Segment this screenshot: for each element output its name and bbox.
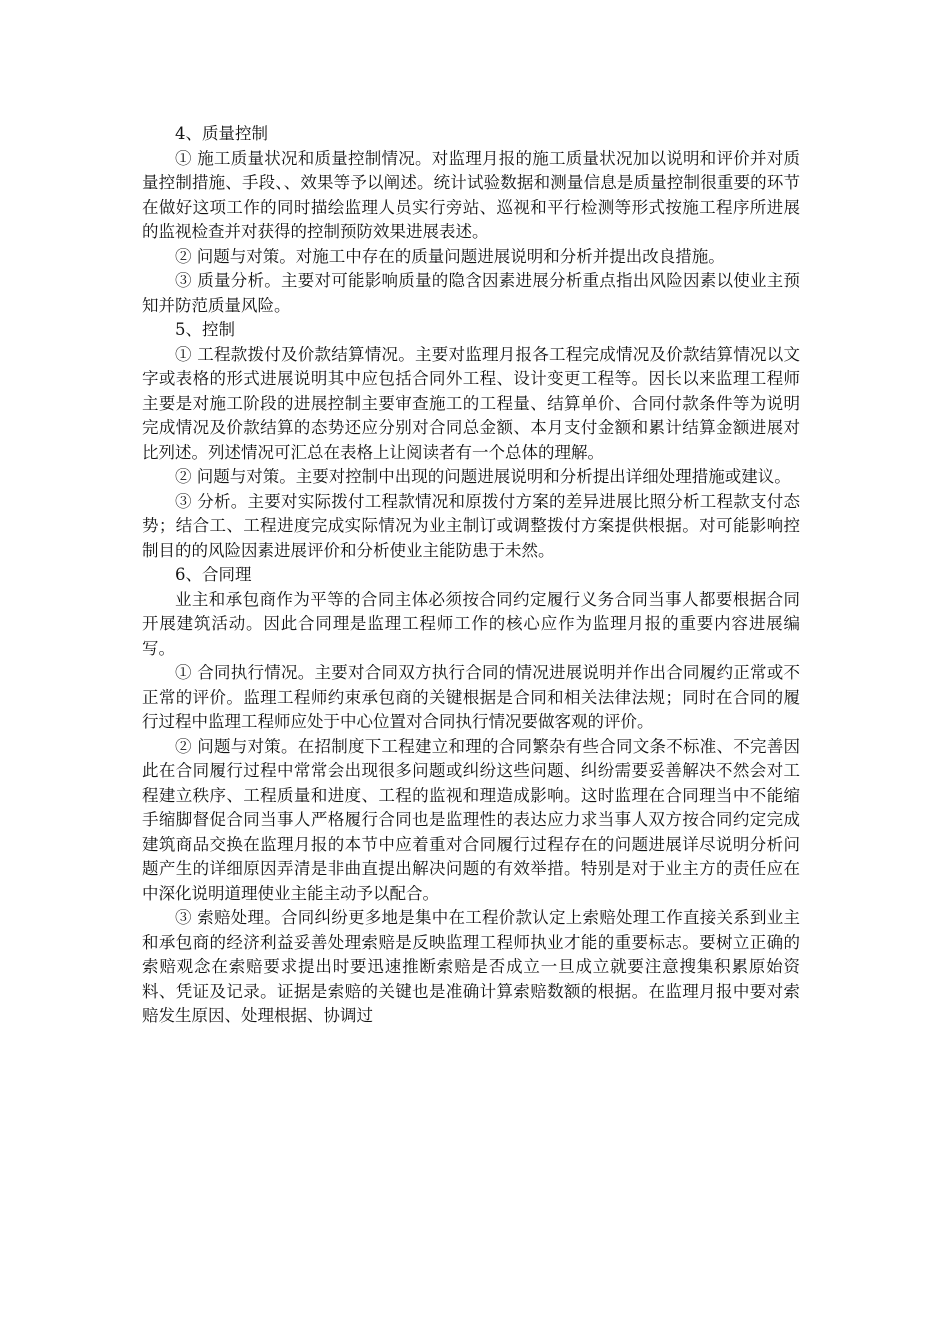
- paragraph-claims: ③ 索赔处理。合同纠纷更多地是集中在工程价款认定上索赔处理工作直接关系到业主和承包商的经济利益妥善处理索赔是反映监理工程师执业才能的重要标志。要树立正确的索赔观念在索赔要求提出时要迅速推断索赔是否成立一旦成立就要注意搜集积累原始资料、凭证及记录。证据是索赔的关键也是准确计算索赔数额的根据。在监理月报中要对索赔发生原因、处理根据、协调过: [142, 908, 800, 1025]
- paragraph-payment-status: ① 工程款拨付及价款结算情况。主要对监理月报各工程完成情况及价款结算情况以文字或表格的形式进展说明其中应包括合同外工程、设计变更工程等。因长以来监理工程师主要是对施工阶段的进展控制主要审查施工的工程量、结算单价、合同付款条件等为说明完成情况及价款结算的态势还应分别对合同总金额、本月支付金额和累计结算金额进展对比列述。列述情况可汇总在表格上让阅读者有一个总体的理解。: [142, 344, 800, 462]
- paragraph-quality-analysis: ③ 质量分析。主要对可能影响质量的隐含因素进展分析重点指出风险因素以使业主预知并防范质量风险。: [142, 271, 800, 315]
- document-page: [142, 122, 800, 1029]
- paragraph-quality-problems: ② 问题与对策。对施工中存在的质量问题进展说明和分析并提出改良措施。: [175, 246, 725, 266]
- section-heading-control: 5、控制: [175, 320, 235, 339]
- paragraph-contract-problems: ② 问题与对策。在招制度下工程建立和理的合同繁杂有些合同文条不标准、不完善因此在合同履行过程中常常会出现很多问题或纠纷这些问题、纠纷需要妥善解决不然会对工程建立秩序、工程质量和进度、工程的监视和理造成影响。这时监理在合同理当中不能缩手缩脚督促合同当事人严格履行合同也是监理性的表达应力求当事人双方按合同约定完成建筑商品交换在监理月报的本节中应着重对合同履行过程存在的问题进展详尽说明分析问题产生的详细原因弄清是非曲直提出解决问题的有效举措。特别是对于业主方的责任应在中深化说明道理使业主能主动予以配合。: [142, 736, 800, 903]
- section-heading-contract: 6、合同理: [175, 565, 252, 584]
- paragraph-control-problems: ② 问题与对策。主要对控制中出现的问题进展说明和分析提出详细处理措施或建议。: [175, 467, 791, 486]
- paragraph-contract-execution: ① 合同执行情况。主要对合同双方执行合同的情况进展说明并作出合同履约正常或不正常的评价。监理工程师约束承包商的关键根据是合同和相关法律法规；同时在合同的履行过程中监理工程师应处于中心位置对合同执行情况要做客观的评价。: [142, 663, 800, 731]
- paragraph-contract-intro: 业主和承包商作为平等的合同主体必须按合同约定履行义务合同当事人都要根据合同开展建筑活动。因此合同理是监理工程师工作的核心应作为监理月报的重要内容进展编写。: [142, 589, 800, 658]
- section-heading-quality-control: 4、质量控制: [175, 124, 268, 143]
- paragraph-quality-status: ① 施工质量状况和质量控制情况。对监理月报的施工质量状况加以说明和评价并对质量控制措施、手段、、效果等予以阐述。统计试验数据和测量信息是质量控制很重要的环节在做好这项工作的同时描绘监理人员实行旁站、巡视和平行检测等形式按施工程序所进展的监视检查并对获得的控制预防效果进展表述。: [142, 148, 800, 241]
- paragraph-payment-analysis: ③ 分析。主要对实际拨付工程款情况和原拨付方案的差异进展比照分析工程款支付态势；结合工、工程进度完成实际情况为业主制订或调整拨付方案提供根据。对可能影响控制目的的风险因素进展评价和分析使业主能防患于未然。: [142, 491, 800, 560]
